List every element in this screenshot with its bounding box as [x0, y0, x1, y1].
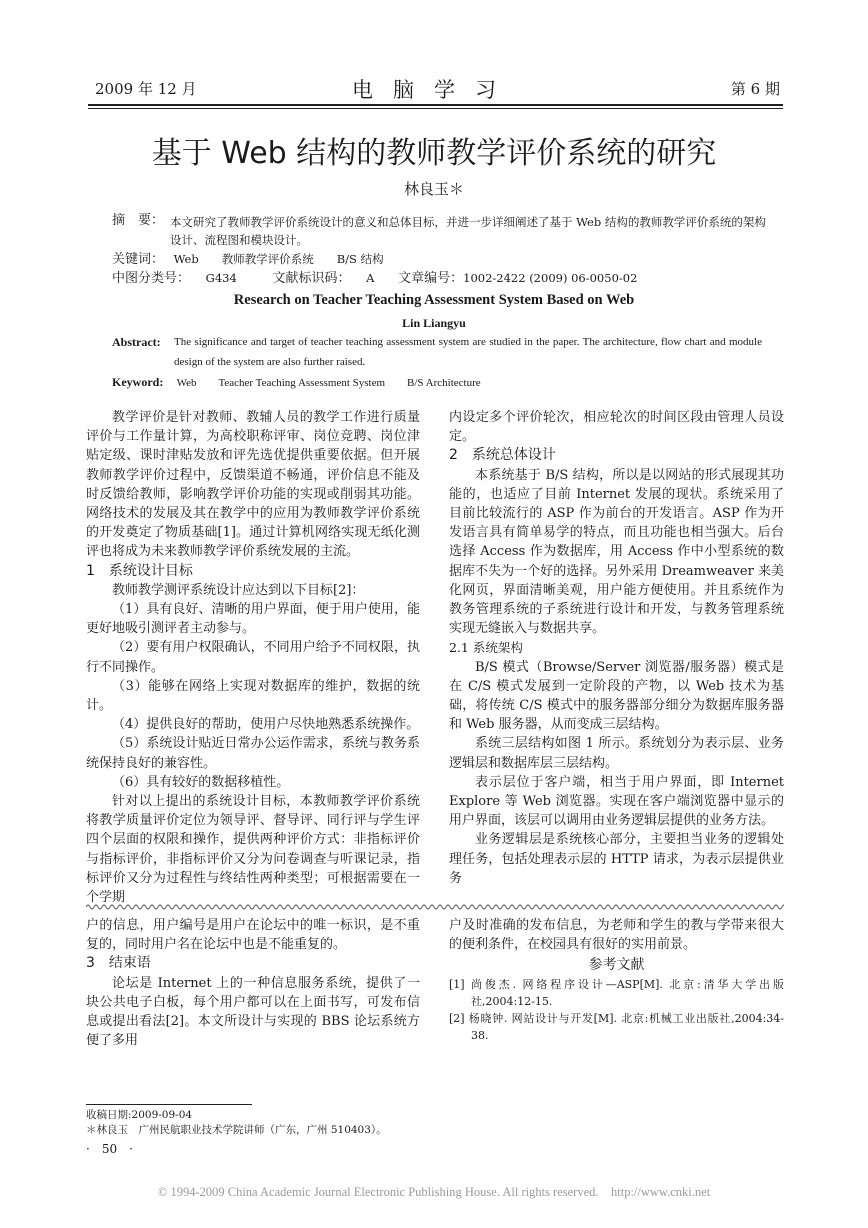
article-no-label: 文章编号： — [398, 271, 464, 286]
reference-item: [2] 杨晓钟. 网站设计与开发[M]. 北京:机械工业出版社,2004:34-38. — [449, 1012, 784, 1043]
header-issue: 第 6 期 — [730, 80, 780, 98]
english-keyword-label: Keyword: — [112, 375, 164, 389]
body-paragraph: 本系统基于 B/S 结构，所以是以网站的形式展现其功能的，也适应了目前 Internet 发展的现状。系统采用了目前比较流行的 ASP 作为前台的开发语言。ASP 作为开发语言具有简单易学的特点，而且功能也相当强大。后台选择 Access 作为数据库，用 Access 作中小型系统的数据库不失为一个好的选择。另外采用 Dreamweaver 来美化网页，界面清晰美观，用户能方便使用。并且系统作为教务管理系统的子系统进行设计和开发，与教务管理系统实现无缝嵌入与数据共享。 — [449, 467, 784, 637]
body-paragraph: 系统三层结构如图 1 所示。系统划分为表示层、业务逻辑层和数据库层三层结构。 — [449, 736, 784, 771]
body-paragraph: （4）提供良好的帮助，使用户尽快地熟悉系统操作。 — [112, 717, 420, 733]
english-abstract-text: The significance and target of teacher teaching assessment system are studied in the paper. The architecture, flow chart and module design of the system are also further raised. — [174, 336, 762, 368]
body-paragraph: （2）要有用户权限确认，不同用户给予不同权限，执行不同操作。 — [86, 640, 420, 675]
section-heading: 3 结束语 — [86, 955, 151, 972]
copyright-notice: © 1994-2009 China Academic Journal Electronic Publishing House. All rights reserved. http://www.cnki.net — [157, 1185, 711, 1199]
keywords-cn-text: Web 教师教学评价系统 B/S 结构 — [173, 252, 384, 266]
page-number: · 50 · — [86, 1142, 133, 1156]
body-paragraph: 户的信息，用户编号是用户在论坛中的唯一标识，是不重复的，同时用户名在论坛中也是不能重复的。 — [86, 918, 420, 953]
references-title: 参考文献 — [588, 957, 645, 974]
body-paragraph: 内设定多个评价轮次，相应轮次的时间区段由管理人员设定。 — [449, 410, 784, 445]
english-author: Lin Liangyu — [402, 316, 466, 330]
body-paragraph: （3）能够在网络上实现对数据库的维护，数据的统计。 — [86, 678, 420, 714]
header-rule-thick — [88, 104, 783, 106]
journal-name: 电脑学习 — [352, 78, 516, 102]
abstract-cn — [112, 212, 772, 249]
body-paragraph: （1）具有良好、清晰的用户界面，便于用户使用，能更好地吸引测评者主动参与。 — [86, 602, 420, 637]
body-paragraph: 户及时准确的发布信息，为老师和学生的教与学带来很大的便利条件，在校园具有很好的实用前景。 — [449, 918, 784, 953]
references-list — [449, 976, 784, 1044]
paper-title: 基于 Web 结构的教师教学评价系统的研究 — [151, 136, 717, 171]
doc-code-label: 文献标识码： — [272, 271, 351, 286]
body-column-left-bottom — [86, 916, 420, 1050]
english-abstract — [112, 332, 762, 372]
body-column-right-top — [449, 408, 784, 888]
footnote-rule — [86, 1104, 252, 1105]
english-keywords — [112, 372, 762, 393]
footnote-received: 收稿日期:2009-09-04 — [86, 1109, 193, 1121]
abstract-cn-label: 摘 要： — [112, 213, 165, 228]
clc-value: G434 — [205, 271, 237, 285]
abstract-cn-text: 本文研究了教师教学评价系统设计的意义和总体目标，并进一步详细阐述了基于 Web 结构的教师教学评价系统的架构设计、流程图和模块设计。 — [170, 215, 766, 247]
classification-line — [112, 269, 772, 288]
reference-item: [1] 尚俊杰. 网络程序设计—ASP[M]. 北京:清华大学出版社,2004:12-15. — [449, 978, 784, 1009]
body-paragraph: （6）具有较好的数据移植性。 — [112, 774, 290, 790]
section-heading: 2 系统总体设计 — [449, 447, 556, 464]
header-date: 2009 年 12 月 — [95, 80, 197, 98]
english-abstract-label: Abstract: — [112, 335, 161, 349]
body-paragraph: 针对以上提出的系统设计目标，本教师教学评价系统将教学质量评价定位为领导评、督导评、同行评与学生评四个层面的权限和操作，提供两种评价方式：非指标评价与指标评价，非指标评价又分为问卷调查与听课记录，指标评价又分为过程性与终结性两种类型；可根据需要在一个学期 — [86, 794, 420, 906]
clc-label: 中图分类号： — [112, 271, 191, 286]
body-paragraph: B/S 模式（Browse/Server 浏览器/服务器）模式是在 C/S 模式发展到一定阶段的产物，以 Web 技术为基础，将传统 C/S 模式中的服务器部分细分为数据库服务器和 Web 服务器，从而变成三层结构。 — [449, 659, 784, 733]
body-paragraph: 论坛是 Internet 上的一种信息服务系统，提供了一块公共电子白板，每个用户都可以在上面书写，可发布信息或提出看法[2]。本文所设计与实现的 BBS 论坛系统方便了多用 — [86, 975, 420, 1049]
english-keyword-text: Web Teacher Teaching Assessment System B/S Architecture — [176, 377, 481, 389]
body-paragraph: 业务逻辑层是系统核心部分，主要担当业务的逻辑处理任务，包括处理表示层的 HTTP 请求，为表示层提供业务 — [449, 832, 784, 886]
body-paragraph: （5）系统设计贴近日常办公运作需求，系统与教务系统保持良好的兼容性。 — [86, 736, 420, 771]
header-rule-thin — [88, 108, 783, 109]
body-paragraph: 教学评价是针对教师、教辅人员的教学工作进行质量评价与工作量计算，为高校职称评审、岗位竞聘、岗位津贴定级、课时津贴发放和评先选优提供重要依据。但开展教师教学评价过程中，反馈渠道不畅通，评价信息不能及时反馈给教师，影响教学评价功能的实现或削弱其功能。网络技术的发展及其在教学中的应用为教师教学评价系统的开发奠定了物质基础[1]。通过计算机网络实现无纸化测评也将成为未来教师教学评价系统发展的主流。 — [86, 410, 420, 560]
body-paragraph: 教师教学测评系统设计应达到以下目标[2]： — [112, 582, 365, 598]
footnote-author: ＊林良玉 广州民航职业技术学院讲师（广东，广州 510403）。 — [86, 1124, 387, 1136]
keywords-cn — [112, 250, 772, 269]
body-paragraph: 表示层位于客户端，相当于用户界面，即 Internet Explore 等 Web 浏览器。实现在客户端浏览器中显示的用户界面，该层可以调用由业务逻辑层提供的业务方法。 — [449, 774, 784, 829]
paper-author: 林良玉＊ — [403, 180, 464, 198]
subsection-heading: 2.1 系统架构 — [449, 640, 523, 656]
doc-code-value: A — [366, 271, 375, 285]
english-title: Research on Teacher Teaching Assessment System Based on Web — [233, 292, 635, 308]
body-column-left-top — [86, 408, 420, 907]
body-column-right-bottom — [449, 916, 784, 1044]
keywords-cn-label: 关键词： — [112, 252, 165, 267]
section-wave-divider — [86, 902, 784, 912]
section-heading: 1 系统设计目标 — [86, 562, 193, 579]
article-no-value: 1002-2422 (2009) 06-0050-02 — [463, 271, 638, 285]
